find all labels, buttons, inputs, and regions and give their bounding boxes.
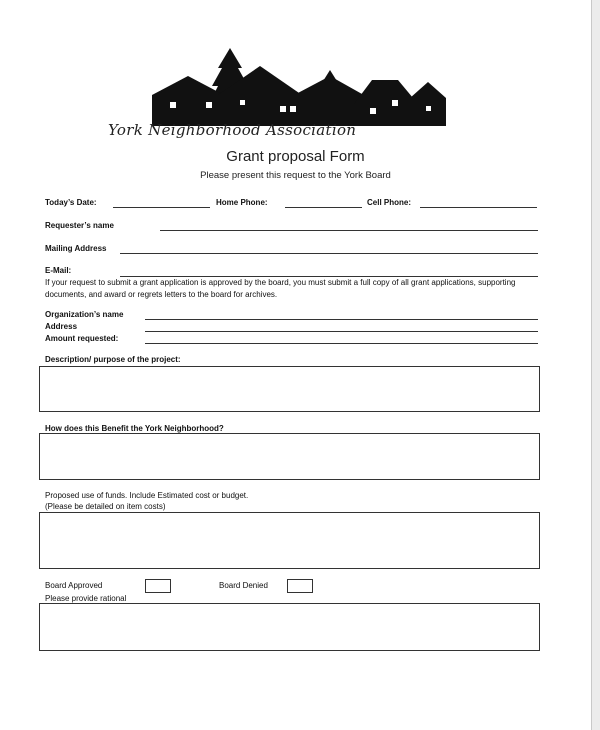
benefit-label: How does this Benefit the York Neighborhood? <box>45 424 224 433</box>
address-field[interactable] <box>145 331 538 332</box>
funds-note: (Please be detailed on item costs) <box>45 502 166 511</box>
email-label: E-Mail: <box>45 266 72 275</box>
address-label: Address <box>45 322 78 331</box>
board-approved-label: Board Approved <box>45 581 103 590</box>
requester-name-field[interactable] <box>160 230 538 231</box>
organization-name: York Neighborhood Association <box>108 121 357 139</box>
org-name-field[interactable] <box>145 319 538 320</box>
todays-date-label: Today’s Date: <box>45 198 97 207</box>
form-subtitle: Please present this request to the York Board <box>200 170 391 181</box>
mailing-address-label: Mailing Address <box>45 244 107 253</box>
rational-box[interactable] <box>39 603 540 651</box>
cell-phone-field[interactable] <box>420 207 537 208</box>
funds-label: Proposed use of funds. Include Estimated cost or budget. <box>45 491 249 500</box>
requester-name-label: Requester’s name <box>45 221 114 230</box>
org-name-label: Organization’s name <box>45 310 124 319</box>
funds-box[interactable] <box>39 512 540 569</box>
rational-label: Please provide rational <box>45 594 127 603</box>
amount-requested-field[interactable] <box>145 343 538 344</box>
board-denied-label: Board Denied <box>219 581 268 590</box>
home-phone-label: Home Phone: <box>216 198 268 207</box>
todays-date-field[interactable] <box>113 207 210 208</box>
form-title: Grant proposal Form <box>226 148 365 165</box>
notice-text: If your request to submit a grant application is approved by the board, you must submit a full copy of all grant applications, supporting documents, and award or regrets letters to the board for archives. <box>45 278 516 299</box>
benefit-box[interactable] <box>39 433 540 480</box>
board-denied-checkbox[interactable] <box>287 579 313 593</box>
mailing-address-field[interactable] <box>120 253 538 254</box>
amount-requested-label: Amount requested: <box>45 334 119 343</box>
board-approved-checkbox[interactable] <box>145 579 171 593</box>
description-label: Description/ purpose of the project: <box>45 355 181 364</box>
home-phone-field[interactable] <box>285 207 362 208</box>
cell-phone-label: Cell Phone: <box>367 198 412 207</box>
description-box[interactable] <box>39 366 540 412</box>
